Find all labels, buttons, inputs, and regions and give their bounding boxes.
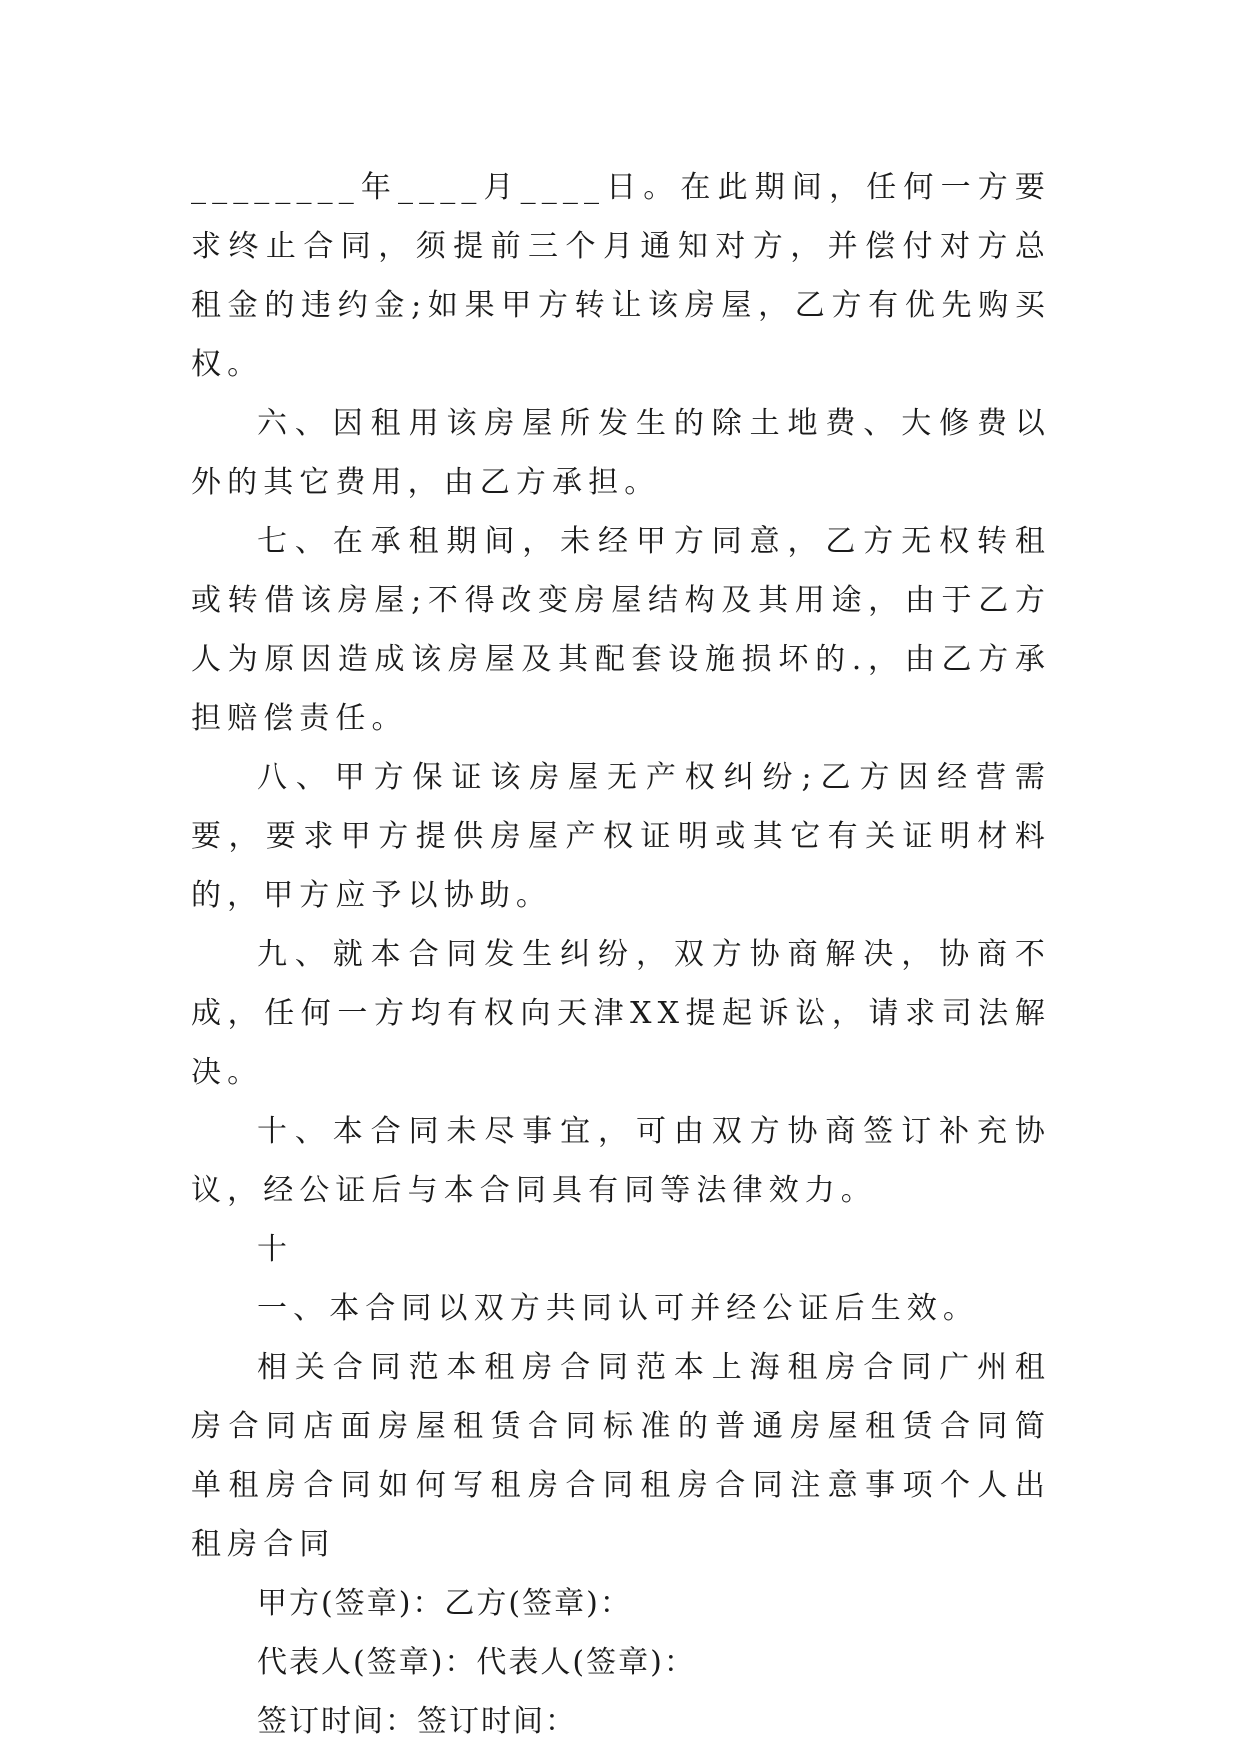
paragraph-related-contracts: 相关合同范本租房合同范本上海租房合同广州租房合同店面房屋租赁合同标准的普通房屋租赁合同简单租房合同如何写租房合同租房合同注意事项个人出租房合同	[191, 1350, 1051, 1562]
paragraph-termination-clause: ________年____月____日。在此期间，任何一方要求终止合同，须提前三个月通知对方，并偿付对方总租金的违约金;如果甲方转让该房屋，乙方有优先购买权。	[191, 170, 1051, 382]
document-page	[191, 158, 1051, 1751]
paragraph-clause-eleven-heading: 十	[257, 1232, 294, 1267]
paragraph-clause-seven: 七、在承租期间，未经甲方同意，乙方无权转租或转借该房屋;不得改变房屋结构及其用途，由于乙方人为原因造成该房屋及其配套设施损坏的.，由乙方承担赔偿责任。	[191, 524, 1051, 736]
paragraph-clause-eleven: 一、本合同以双方共同认可并经公证后生效。	[257, 1291, 979, 1326]
paragraph-clause-nine: 九、就本合同发生纠纷，双方协商解决，协商不成，任何一方均有权向天津XX提起诉讼，请求司法解决。	[191, 937, 1051, 1090]
signature-date-line: 签订时间：签订时间：	[257, 1704, 577, 1739]
signature-parties-line: 甲方(签章)：乙方(签章)：	[257, 1586, 632, 1621]
signature-representatives-line: 代表人(签章)：代表人(签章)：	[257, 1645, 696, 1680]
paragraph-clause-six: 六、因租用该房屋所发生的除土地费、大修费以外的其它费用，由乙方承担。	[191, 406, 1051, 500]
paragraph-clause-eight: 八、甲方保证该房屋无产权纠纷;乙方因经营需要，要求甲方提供房屋产权证明或其它有关证明材料的，甲方应予以协助。	[191, 760, 1051, 913]
paragraph-clause-ten: 十、本合同未尽事宜，可由双方协商签订补充协议，经公证后与本合同具有同等法律效力。	[191, 1114, 1051, 1208]
